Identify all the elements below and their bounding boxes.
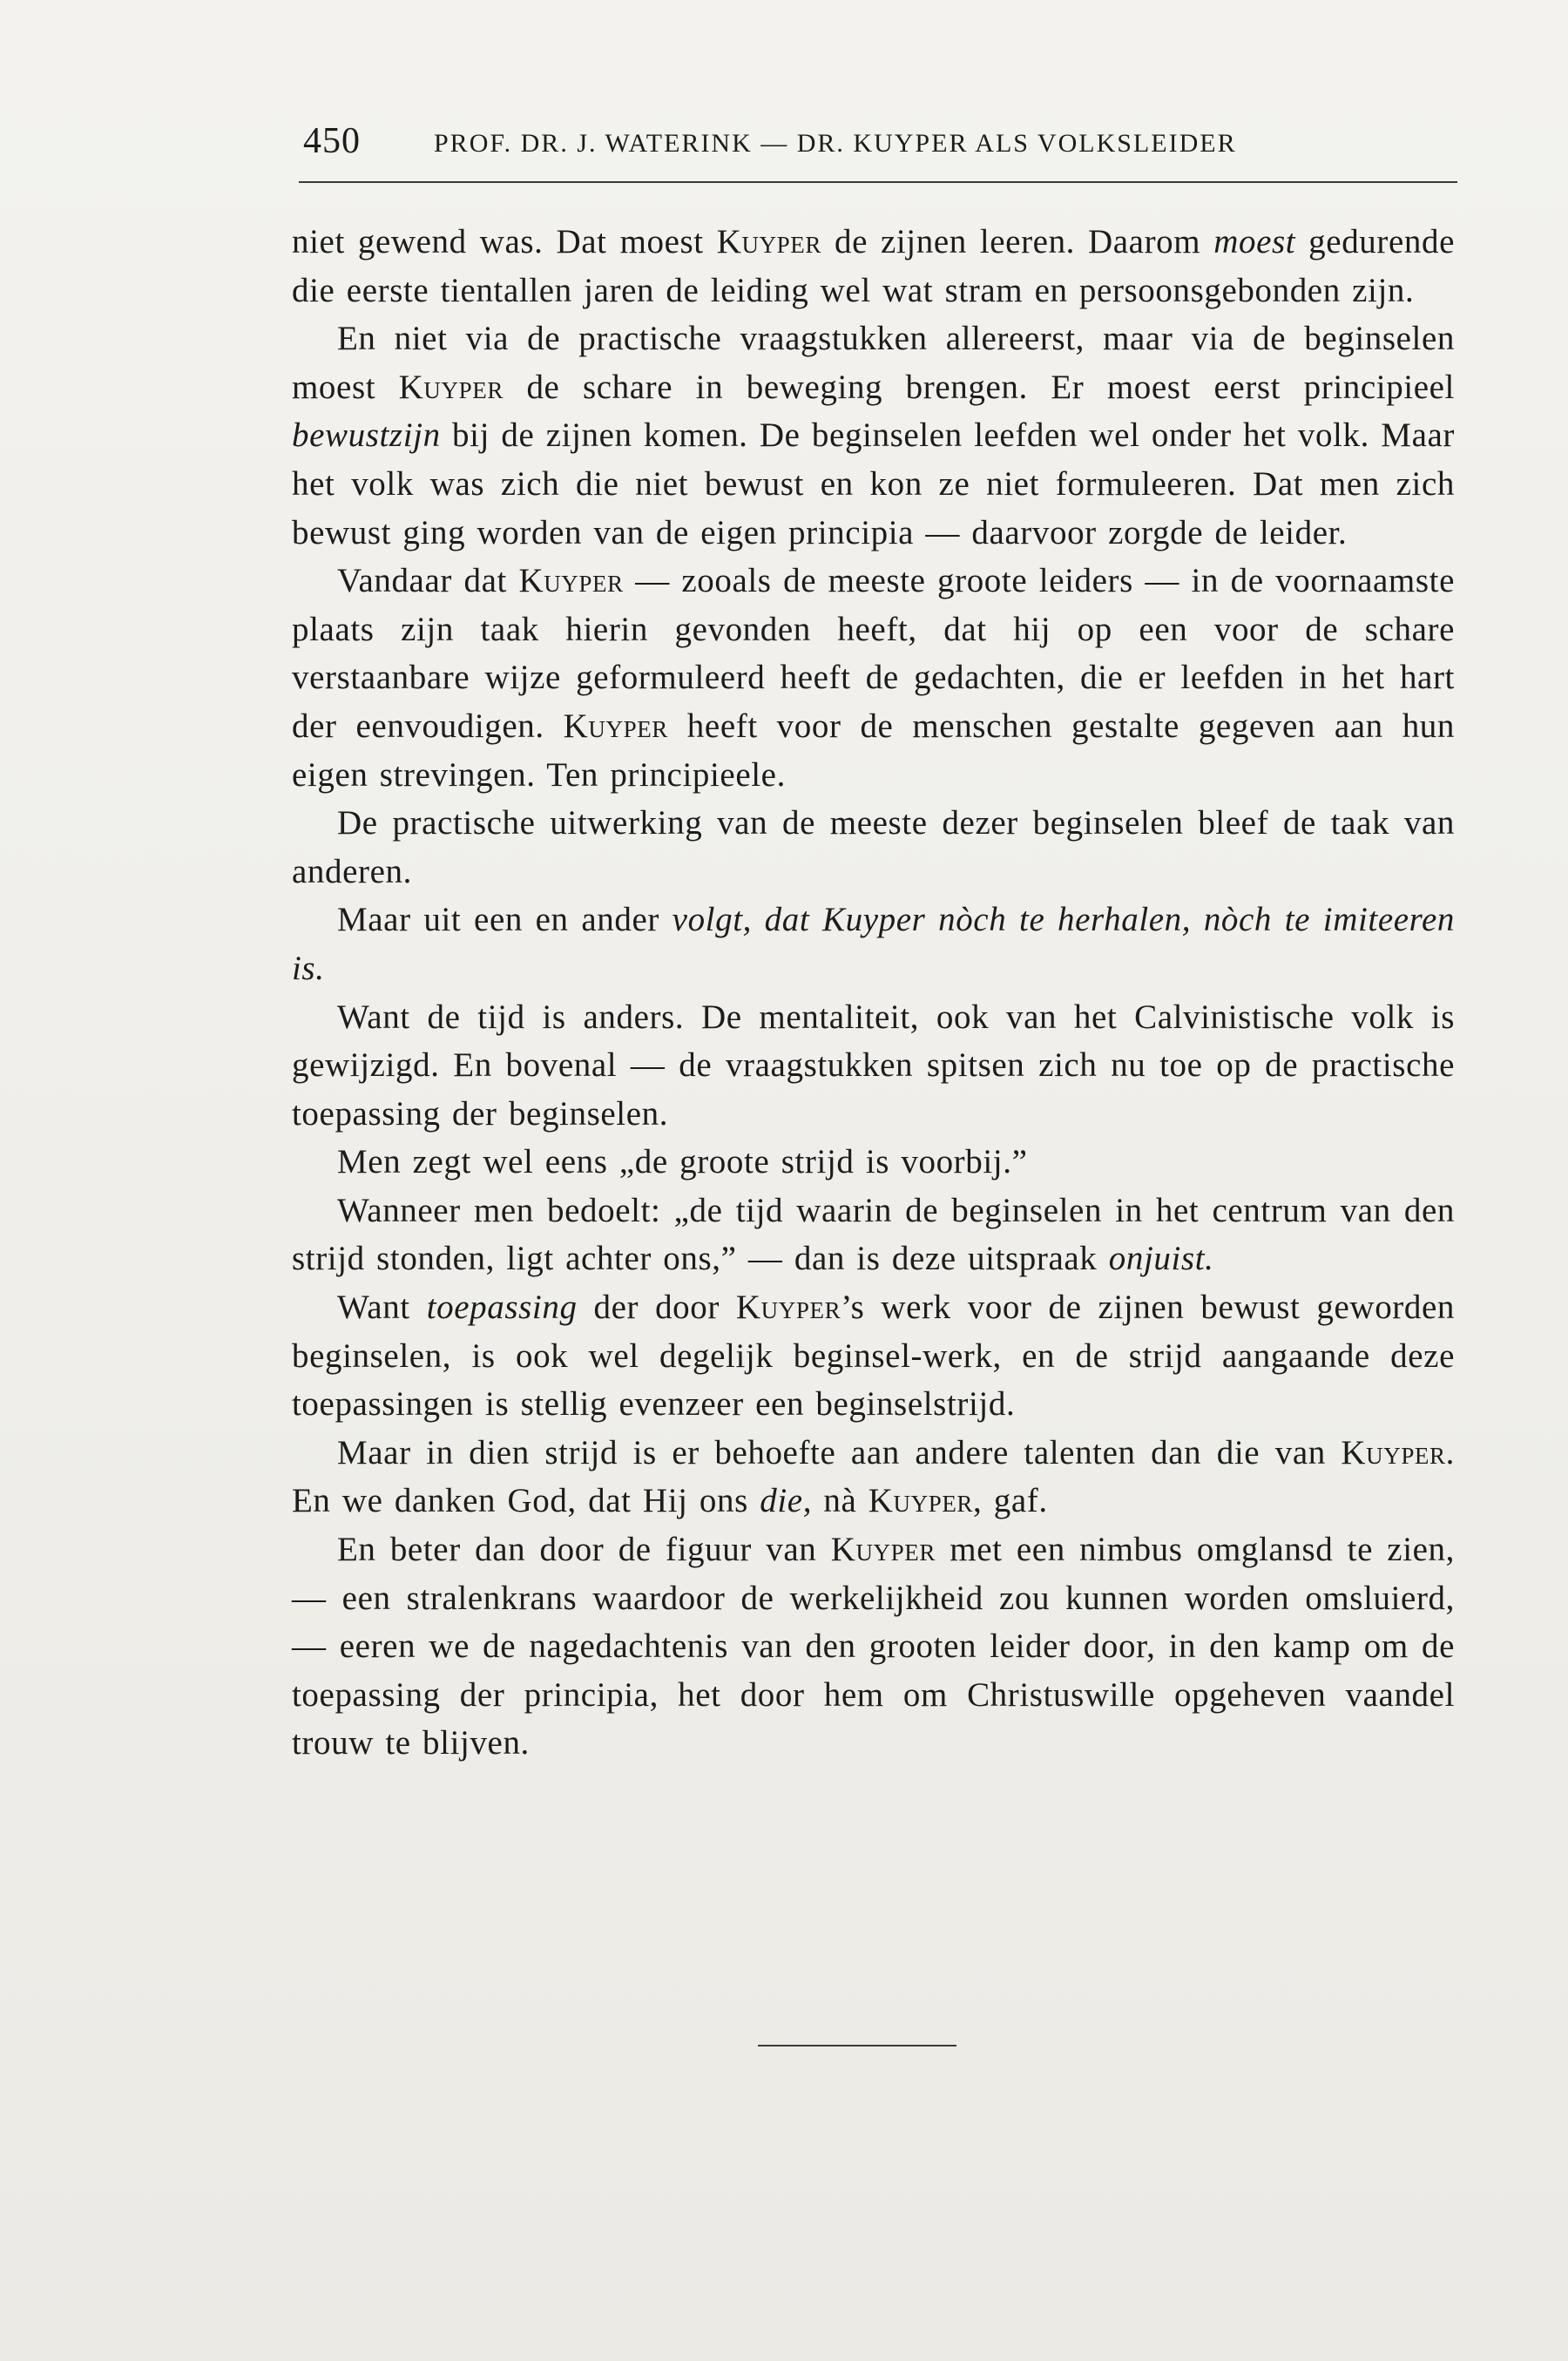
paragraph — [292, 1283, 1455, 1429]
italic-text: bewustzijn — [292, 416, 441, 455]
paragraph — [292, 993, 1455, 1139]
text-segment: Men zegt wel eens „de groote strijd is voorbij.” — [337, 1143, 1028, 1181]
paragraph — [292, 315, 1455, 557]
small-caps-text: Kuyper — [868, 1482, 974, 1520]
text-segment: Wanneer men bedoelt: „de tijd waarin de beginselen in het centrum van den strijd stonden, ligt achter ons,” — dan is deze uitspraak — [292, 1191, 1455, 1278]
paragraph — [292, 1187, 1455, 1283]
small-caps-text: Kuyper — [518, 562, 624, 600]
text-segment: Vandaar dat — [337, 562, 519, 600]
paragraph — [292, 1526, 1455, 1768]
text-segment: Maar uit een en ander — [337, 901, 672, 939]
text-segment: — zooals de meeste groote leiders — in de voornaamste plaats zijn taak hierin gevonden heeft, dat hij op een voor de schare verstaanbare wijze geformuleerd heeft de gedachten, die er leefden in het hart der eenvoudigen. — [292, 562, 1455, 745]
text-segment: heeft voor de menschen gestalte gegeven aan hun eigen strevingen. Ten principieele. — [292, 707, 1455, 794]
body-text — [292, 218, 1455, 1768]
paragraph — [292, 218, 1455, 315]
small-caps-text: Kuyper — [1341, 1433, 1446, 1471]
italic-text: toepassing — [426, 1289, 578, 1327]
text-segment: de schare in beweging brengen. Er moest eerst principieel — [503, 368, 1455, 406]
text-segment: De practische uitwerking van de meeste dezer beginselen bleef de taak van anderen. — [292, 804, 1455, 890]
italic-text: die, — [760, 1482, 813, 1520]
italic-text: onjuist. — [1108, 1240, 1214, 1278]
small-caps-text: Kuyper — [563, 707, 668, 745]
paragraph — [292, 557, 1455, 799]
text-segment: En niet via de practische vraagstukken allereerst, maar via de beginselen moest — [292, 320, 1455, 406]
text-segment: En beter dan door de figuur van — [337, 1531, 831, 1569]
text-segment: Maar in dien strijd is er behoefte aan andere talenten dan die van — [337, 1433, 1342, 1471]
small-caps-text: Kuyper — [830, 1531, 936, 1569]
text-segment: gedurende die eerste tientallen jaren de leiding wel wat stram en persoonsgebonden zijn. — [292, 223, 1455, 309]
text-segment: . En we danken God, dat Hij ons — [292, 1433, 1455, 1520]
italic-text: volgt, dat Kuyper nòch te herhalen, nòch te imiteeren is. — [292, 901, 1455, 987]
paragraph — [292, 1429, 1455, 1526]
text-segment: ’s werk voor de zijnen bewust geworden beginselen, is ook wel degelijk beginsel-werk, en de strijd aangaande deze toepassingen is stellig evenzeer een beginselstrijd. — [292, 1289, 1455, 1424]
text-segment: niet gewend was. Dat moest — [292, 223, 717, 260]
text-segment: Want — [337, 1289, 427, 1327]
italic-text: moest — [1213, 223, 1296, 260]
page-header — [299, 120, 1457, 183]
text-segment: Want de tijd is anders. De mentaliteit, ook van het Calvinistische volk is gewijzigd. En bovenal — de vraagstukken spitsen zich nu toe op de practische toepassing der beginselen. — [292, 998, 1455, 1133]
small-caps-text: Kuyper — [716, 223, 821, 260]
end-rule — [758, 2045, 956, 2046]
text-segment: , gaf. — [973, 1482, 1048, 1520]
running-head: PROF. DR. J. WATERINK — DR. KUYPER ALS VOLKSLEIDER — [434, 129, 1237, 158]
text-segment: de zijnen leeren. Daarom — [821, 223, 1214, 260]
text-segment: der door — [577, 1289, 736, 1327]
paragraph — [292, 896, 1455, 992]
text-segment: met een nimbus omglansd te zien, — een stralenkrans waardoor de werkelijkheid zou kunnen worden omsluierd, — eeren we de nagedachtenis van den grooten leider door, in den kamp om de toepassing der principia, het door hem om Christuswille opgeheven vaandel trouw te blijven. — [292, 1531, 1455, 1762]
text-segment: nà — [812, 1482, 868, 1520]
page-number: 450 — [303, 121, 361, 161]
paragraph — [292, 799, 1455, 896]
small-caps-text: Kuyper — [398, 368, 504, 406]
text-segment: bij de zijnen komen. De beginselen leefden wel onder het volk. Maar het volk was zich die niet bewust en kon ze niet formuleeren. Dat men zich bewust ging worden van de eigen principia — daarvoor zorgde de leider. — [292, 416, 1455, 551]
paragraph — [292, 1138, 1455, 1187]
small-caps-text: Kuyper — [735, 1289, 841, 1327]
